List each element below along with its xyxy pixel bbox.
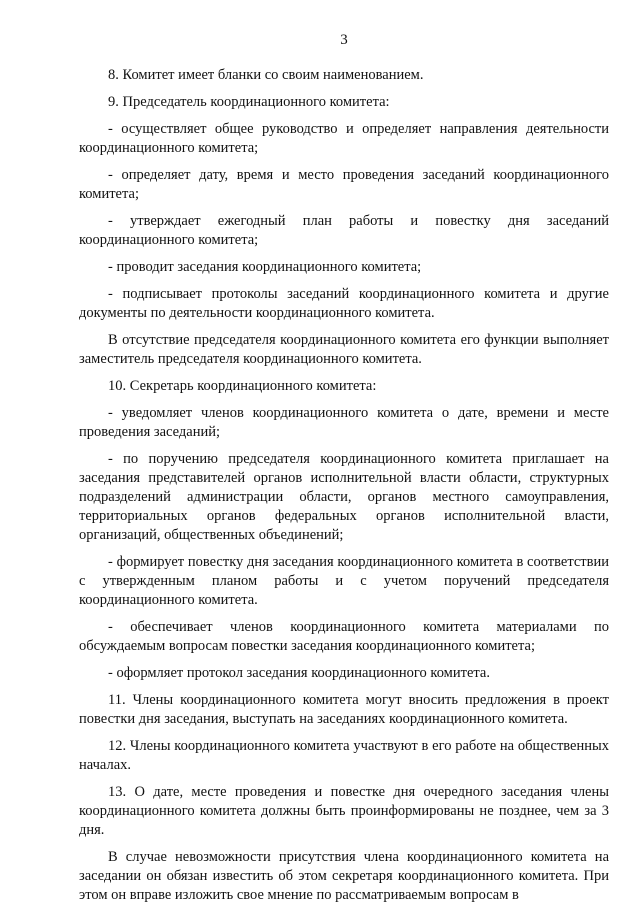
- document-body: [79, 66, 609, 905]
- paragraph: В случае невозможности присутствия члена координационного комитета на заседании он обязан известить об этом секретаря координационного комитета. При этом он вправе изложить свое мнение по рассматриваемым вопросам в: [79, 849, 609, 903]
- paragraph: 12. Члены координационного комитета участвуют в его работе на общественных началах.: [79, 738, 609, 773]
- paragraph: 11. Члены координационного комитета могут вносить предложения в проект повестки дня заседания, выступать на заседаниях координационного комитета.: [79, 692, 609, 727]
- paragraph: - проводит заседания координационного комитета;: [108, 259, 422, 275]
- paragraph: - подписывает протоколы заседаний координационного комитета и другие документы по деятельности координационного комитета.: [79, 286, 609, 321]
- paragraph: 8. Комитет имеет бланки со своим наименованием.: [108, 67, 424, 83]
- paragraph: В отсутствие председателя координационного комитета его функции выполняет заместитель председателя координационного комитета.: [79, 332, 609, 367]
- paragraph: - оформляет протокол заседания координационного комитета.: [108, 665, 490, 681]
- paragraph: 10. Секретарь координационного комитета:: [108, 378, 377, 394]
- paragraph: - определяет дату, время и место проведения заседаний координационного комитета;: [79, 167, 609, 202]
- paragraph: - формирует повестку дня заседания координационного комитета в соответствии с утвержденным планом работы и с учетом поручений председателя координационного комитета.: [79, 554, 609, 608]
- paragraph: - уведомляет членов координационного комитета о дате, времени и месте проведения заседаний;: [79, 405, 609, 440]
- paragraph: 13. О дате, месте проведения и повестке дня очередного заседания члены координационного комитета должны быть проинформированы не позднее, чем за 3 дня.: [79, 784, 609, 838]
- page-number: 3: [340, 32, 348, 48]
- paragraph: - обеспечивает членов координационного комитета материалами по обсуждаемым вопросам повестки заседания координационного комитета;: [79, 619, 609, 654]
- paragraph: 9. Председатель координационного комитета:: [108, 94, 390, 110]
- paragraph: - по поручению председателя координационного комитета приглашает на заседания представителей органов исполнительной власти области, структурных подразделений администрации области, органов местного самоуправления, территориальных органов федеральных органов исполнительной власти, организаций, общественных объединений;: [79, 451, 609, 543]
- paragraph: - утверждает ежегодный план работы и повестку дня заседаний координационного комитета;: [79, 213, 609, 248]
- paragraph: - осуществляет общее руководство и определяет направления деятельности координационного комитета;: [79, 121, 609, 156]
